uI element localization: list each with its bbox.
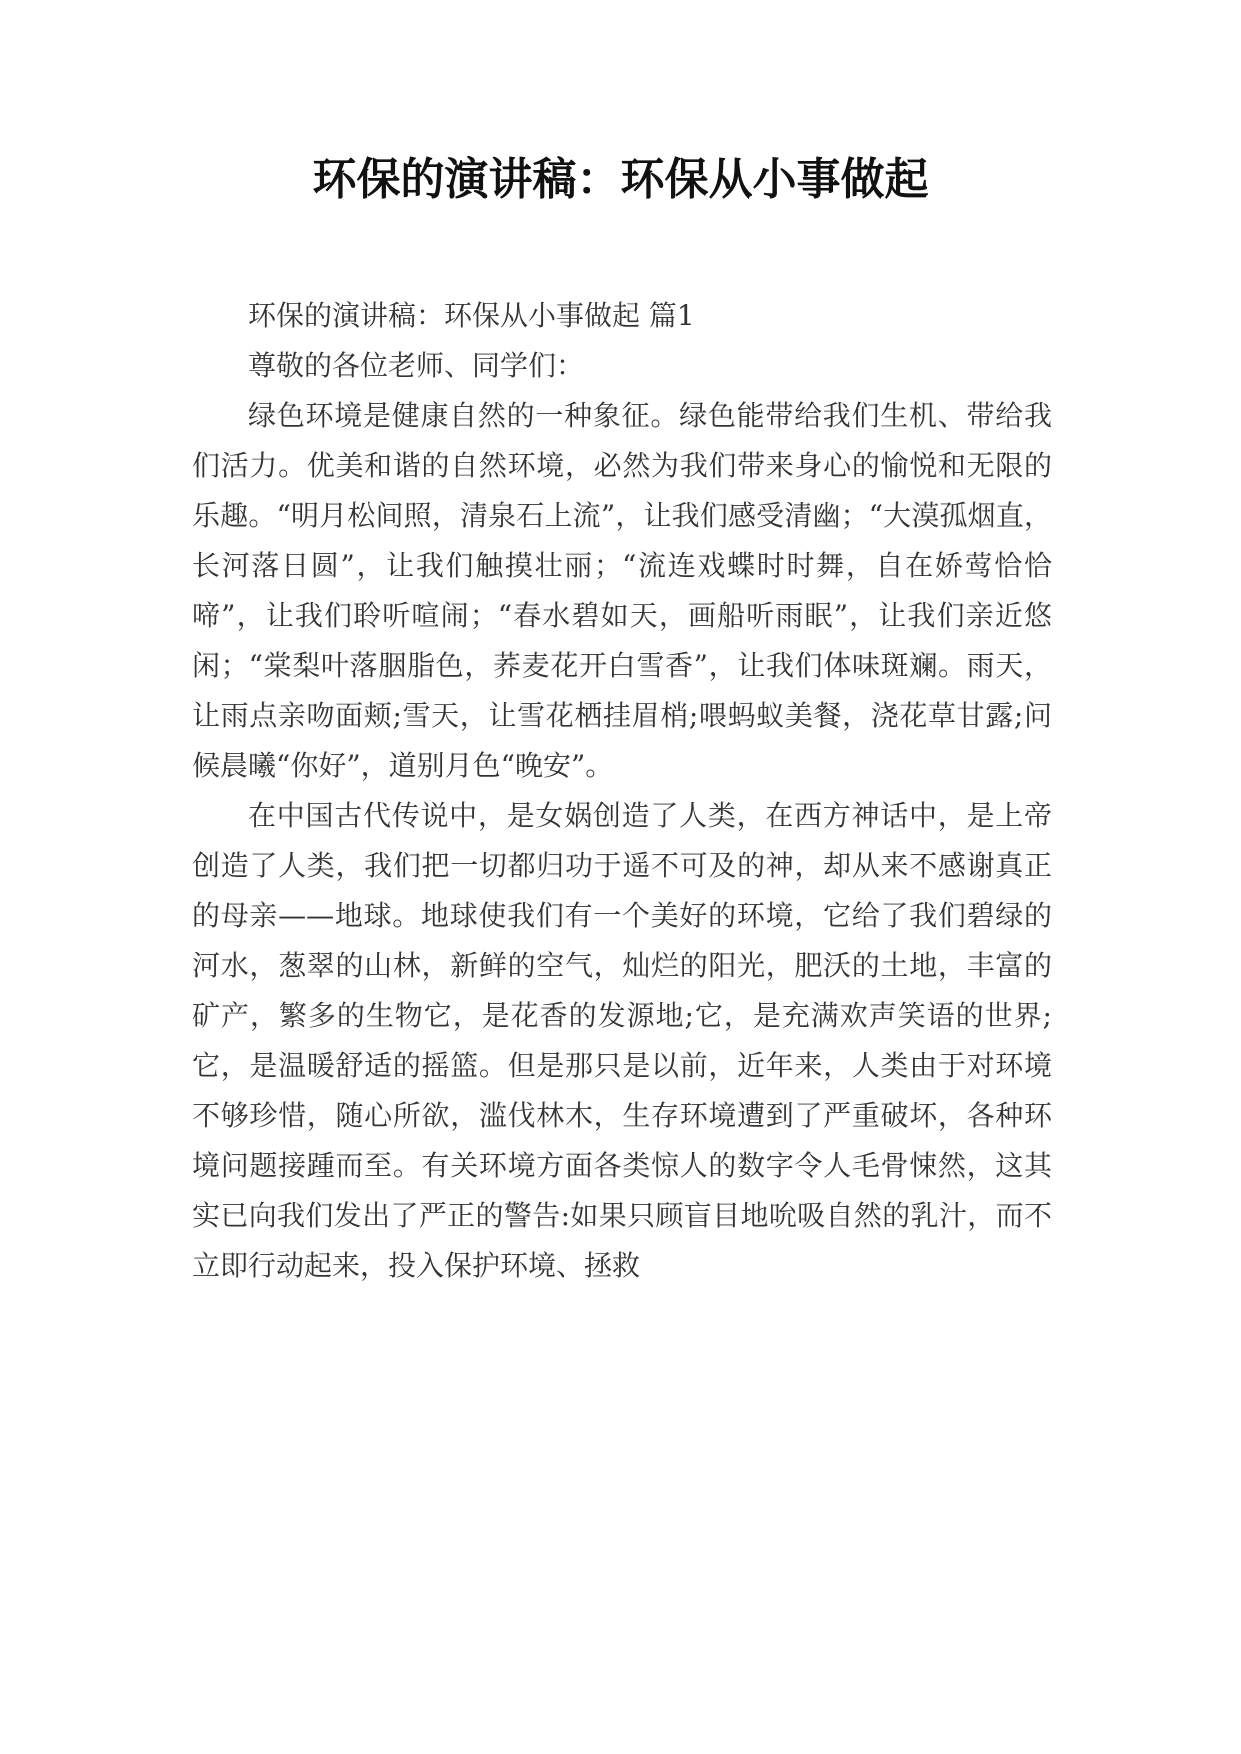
body-paragraph: 在中国古代传说中，是女娲创造了人类，在西方神话中，是上帝创造了人类，我们把一切都归功于遥不可及的神，却从来不感谢真正的母亲——地球。地球使我们有一个美好的环境，它给了我们碧绿的河水，葱翠的山林，新鲜的空气，灿烂的阳光，肥沃的土地，丰富的矿产，繁多的生物它，是花香的发源地;它，是充满欢声笑语的世界;它，是温暖舒适的摇篮。但是那只是以前，近年来，人类由于对环境不够珍惜，随心所欲，滥伐林木，生存环境遭到了严重破坏，各种环境问题接踵而至。有关环境方面各类惊人的数字令人毛骨悚然，这其实已向我们发出了严正的警告:如果只顾盲目地吮吸自然的乳汁，而不立即行动起来，投入保护环境、拯救 xyxy=(192,799,1052,1282)
body-paragraph: 绿色环境是健康自然的一种象征。绿色能带给我们生机、带给我们活力。优美和谐的自然环境，必然为我们带来身心的愉悦和无限的乐趣。“明月松间照，清泉石上流”，让我们感受清幽；“大漠孤烟直，长河落日圆”，让我们触摸壮丽；“流连戏蝶时时舞，自在娇莺恰恰啼”，让我们聆听喧闹；“春水碧如天，画船听雨眠”，让我们亲近悠闲；“棠梨叶落胭脂色，荞麦花开白雪香”，让我们体味斑斓。雨天，让雨点亲吻面颊;雪天，让雪花栖挂眉梢;喂蚂蚁美餐，浇花草甘露;问候晨曦“你好”，道别月色“晚安”。 xyxy=(192,399,1052,782)
document-title: 环保的演讲稿：环保从小事做起 xyxy=(312,154,929,205)
section-heading: 环保的演讲稿：环保从小事做起 篇1 xyxy=(248,299,695,332)
document-body xyxy=(192,291,1052,1291)
salutation: 尊敬的各位老师、同学们： xyxy=(248,349,585,382)
